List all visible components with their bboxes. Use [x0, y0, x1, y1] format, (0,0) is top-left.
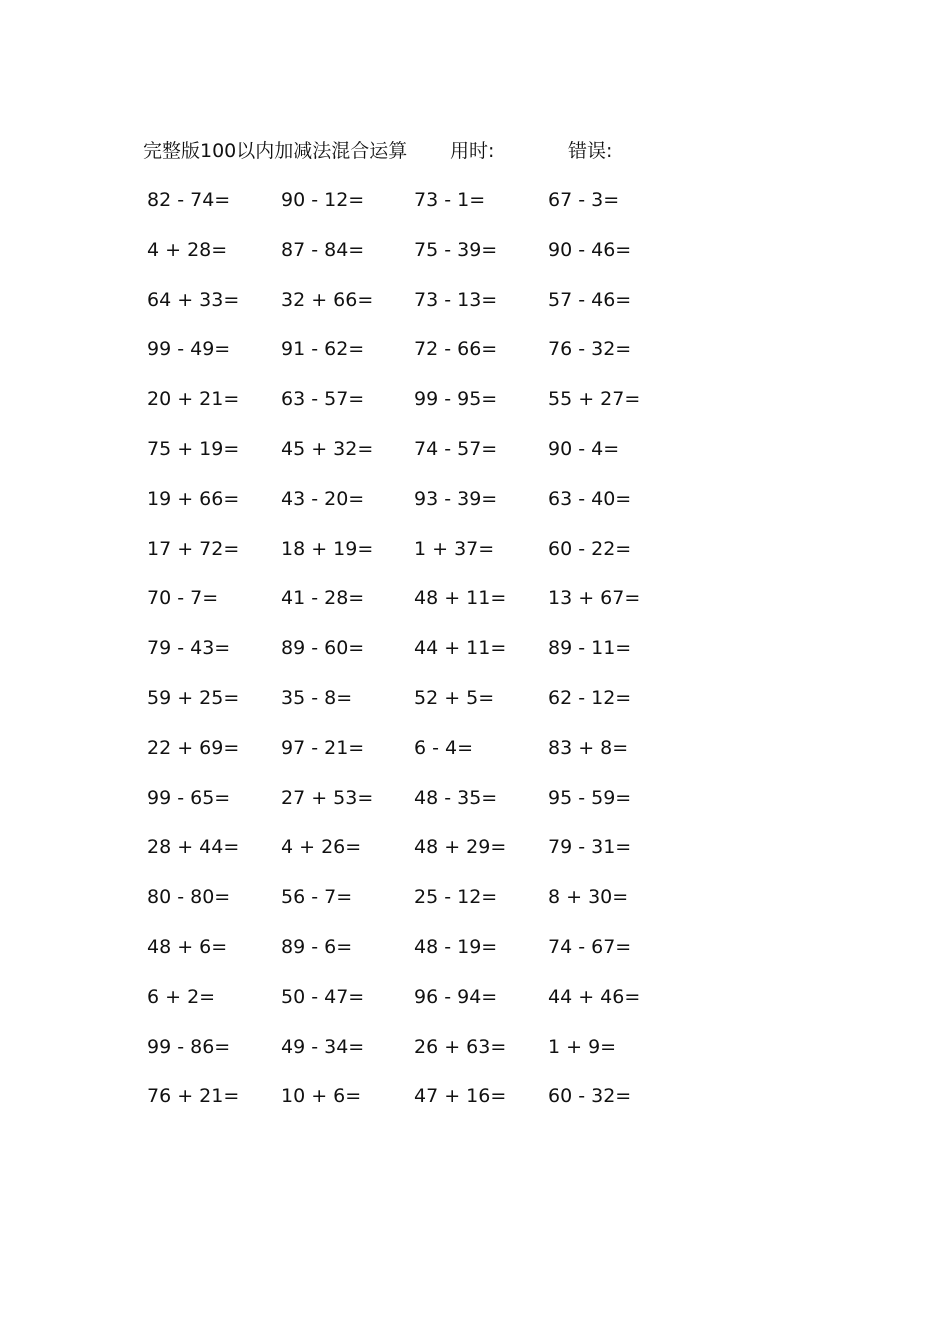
- problem-row: [0, 285, 950, 335]
- problem-row: [0, 1081, 950, 1131]
- problem-item: 67 - 3=: [548, 189, 620, 211]
- problem-item: 97 - 21=: [281, 736, 365, 759]
- problem-item: 89 - 6=: [281, 935, 353, 958]
- problem-item: 41 - 28=: [281, 587, 365, 610]
- problem-row: [0, 932, 950, 982]
- problem-row: [0, 683, 950, 733]
- problem-row: [0, 583, 950, 633]
- problem-item: 95 - 59=: [548, 786, 632, 809]
- problem-item: 25 - 12=: [414, 886, 498, 909]
- problem-item: 44 + 46=: [548, 985, 641, 1008]
- problem-item: 70 - 7=: [147, 587, 219, 610]
- problem-item: 4 + 28=: [147, 238, 228, 261]
- problem-item: 44 + 11=: [414, 637, 507, 660]
- problem-item: 4 + 26=: [281, 836, 362, 859]
- problem-item: 32 + 66=: [281, 288, 374, 311]
- problem-item: 87 - 84=: [281, 238, 365, 261]
- problem-item: 28 + 44=: [147, 836, 240, 859]
- problem-item: 90 - 12=: [281, 189, 365, 211]
- worksheet-title: 完整版100以内加减法混合运算: [143, 140, 408, 162]
- problem-item: 62 - 12=: [548, 686, 632, 709]
- problem-item: 6 - 4=: [414, 736, 474, 759]
- problem-item: 90 - 46=: [548, 238, 632, 261]
- problem-item: 99 - 95=: [414, 388, 498, 411]
- problem-item: 26 + 63=: [414, 1035, 507, 1058]
- problem-item: 74 - 67=: [548, 935, 632, 958]
- problem-row: [0, 434, 950, 484]
- problem-row: [0, 1032, 950, 1082]
- problem-row: [0, 832, 950, 882]
- problem-item: 75 - 39=: [414, 238, 498, 261]
- problem-item: 79 - 31=: [548, 836, 632, 859]
- problem-item: 1 + 9=: [548, 1035, 617, 1058]
- problem-item: 56 - 7=: [281, 886, 353, 909]
- problem-item: 73 - 1=: [414, 189, 486, 211]
- time-label: 用时:: [450, 140, 495, 162]
- problem-row: [0, 384, 950, 434]
- problem-item: 91 - 62=: [281, 338, 365, 361]
- problem-item: 49 - 34=: [281, 1035, 365, 1058]
- problem-item: 89 - 60=: [281, 637, 365, 660]
- problem-item: 59 + 25=: [147, 686, 240, 709]
- error-label: 错误:: [568, 140, 613, 162]
- problem-item: 99 - 65=: [147, 786, 231, 809]
- worksheet-header: [0, 136, 950, 166]
- problem-item: 19 + 66=: [147, 487, 240, 510]
- problem-item: 35 - 8=: [281, 686, 353, 709]
- problem-item: 6 + 2=: [147, 985, 216, 1008]
- problem-item: 43 - 20=: [281, 487, 365, 510]
- problem-item: 20 + 21=: [147, 388, 240, 411]
- problem-item: 48 - 19=: [414, 935, 498, 958]
- problem-item: 48 - 35=: [414, 786, 498, 809]
- problem-item: 48 + 11=: [414, 587, 507, 610]
- problem-row: [0, 633, 950, 683]
- problem-item: 1 + 37=: [414, 537, 495, 560]
- problem-item: 73 - 13=: [414, 288, 498, 311]
- problem-item: 74 - 57=: [414, 437, 498, 460]
- problem-item: 52 + 5=: [414, 686, 495, 709]
- problem-item: 45 + 32=: [281, 437, 374, 460]
- problem-item: 83 + 8=: [548, 736, 629, 759]
- problem-item: 55 + 27=: [548, 388, 641, 411]
- problem-item: 10 + 6=: [281, 1085, 362, 1108]
- problem-item: 79 - 43=: [147, 637, 231, 660]
- problem-item: 17 + 72=: [147, 537, 240, 560]
- problem-item: 96 - 94=: [414, 985, 498, 1008]
- problem-row: [0, 235, 950, 285]
- problem-item: 27 + 53=: [281, 786, 374, 809]
- problem-item: 64 + 33=: [147, 288, 240, 311]
- problem-item: 90 - 4=: [548, 437, 620, 460]
- problem-item: 18 + 19=: [281, 537, 374, 560]
- problem-item: 22 + 69=: [147, 736, 240, 759]
- problem-item: 60 - 22=: [548, 537, 632, 560]
- problem-item: 8 + 30=: [548, 886, 629, 909]
- problem-item: 93 - 39=: [414, 487, 498, 510]
- problem-grid: [0, 185, 950, 1131]
- problem-row: [0, 334, 950, 384]
- problem-item: 60 - 32=: [548, 1085, 632, 1108]
- problem-row: [0, 733, 950, 783]
- problem-row: [0, 534, 950, 584]
- problem-item: 72 - 66=: [414, 338, 498, 361]
- problem-row: [0, 185, 950, 235]
- problem-row: [0, 484, 950, 534]
- problem-item: 76 + 21=: [147, 1085, 240, 1108]
- problem-item: 76 - 32=: [548, 338, 632, 361]
- problem-row: [0, 882, 950, 932]
- problem-row: [0, 783, 950, 833]
- problem-item: 57 - 46=: [548, 288, 632, 311]
- problem-item: 63 - 57=: [281, 388, 365, 411]
- problem-item: 99 - 49=: [147, 338, 231, 361]
- problem-item: 48 + 6=: [147, 935, 228, 958]
- problem-item: 89 - 11=: [548, 637, 632, 660]
- problem-item: 47 + 16=: [414, 1085, 507, 1108]
- problem-item: 48 + 29=: [414, 836, 507, 859]
- problem-row: [0, 982, 950, 1032]
- problem-item: 75 + 19=: [147, 437, 240, 460]
- problem-item: 80 - 80=: [147, 886, 231, 909]
- problem-item: 99 - 86=: [147, 1035, 231, 1058]
- problem-item: 63 - 40=: [548, 487, 632, 510]
- problem-item: 82 - 74=: [147, 189, 231, 211]
- problem-item: 13 + 67=: [548, 587, 641, 610]
- problem-item: 50 - 47=: [281, 985, 365, 1008]
